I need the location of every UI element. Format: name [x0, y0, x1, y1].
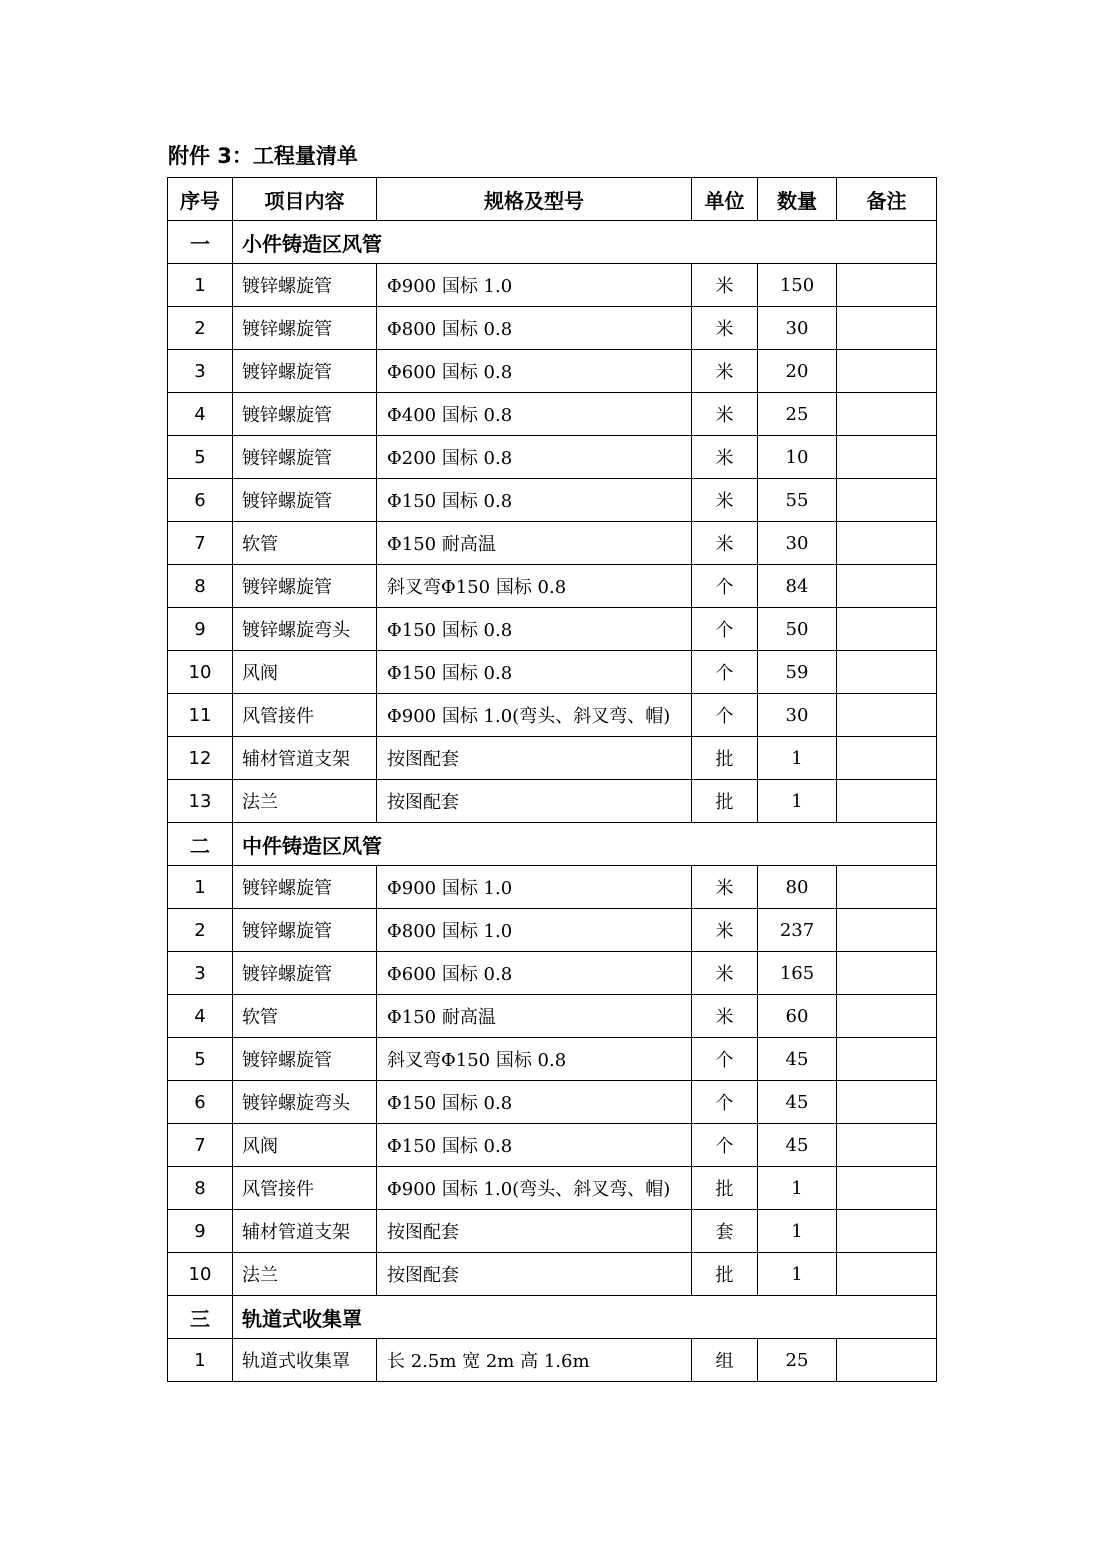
row-seq: 7: [168, 522, 233, 565]
row-seq: 8: [168, 1167, 233, 1210]
table-header-row: [168, 178, 937, 221]
row-spec: Φ400 国标 0.8: [377, 393, 692, 436]
row-item: 辅材管道支架: [233, 737, 377, 780]
row-unit: 个: [692, 1081, 758, 1124]
row-item: 轨道式收集罩: [233, 1339, 377, 1382]
row-seq: 8: [168, 565, 233, 608]
row-unit: 米: [692, 264, 758, 307]
row-qty: 30: [758, 694, 837, 737]
row-spec: Φ800 国标 1.0: [377, 909, 692, 952]
row-unit: 个: [692, 694, 758, 737]
row-note: [837, 479, 937, 522]
row-note: [837, 436, 937, 479]
row-qty: 1: [758, 780, 837, 823]
table-row: [168, 694, 937, 737]
row-spec: Φ600 国标 0.8: [377, 952, 692, 995]
row-spec: 斜叉弯Φ150 国标 0.8: [377, 565, 692, 608]
row-note: [837, 737, 937, 780]
row-seq: 4: [168, 995, 233, 1038]
row-qty: 59: [758, 651, 837, 694]
quantity-table: [167, 177, 937, 1382]
row-qty: 1: [758, 1167, 837, 1210]
table-row: [168, 737, 937, 780]
row-spec: Φ150 国标 0.8: [377, 651, 692, 694]
row-item: 镀锌螺旋管: [233, 952, 377, 995]
row-spec: 按图配套: [377, 780, 692, 823]
row-item: 法兰: [233, 1253, 377, 1296]
table-row: [168, 479, 937, 522]
section-title: 中件铸造区风管: [233, 823, 937, 866]
row-seq: 5: [168, 1038, 233, 1081]
row-qty: 150: [758, 264, 837, 307]
table-row: [168, 350, 937, 393]
row-note: [837, 952, 937, 995]
row-qty: 50: [758, 608, 837, 651]
row-item: 软管: [233, 522, 377, 565]
table-row: [168, 264, 937, 307]
row-item: 镀锌螺旋管: [233, 307, 377, 350]
row-note: [837, 1038, 937, 1081]
row-note: [837, 866, 937, 909]
row-seq: 9: [168, 1210, 233, 1253]
row-qty: 45: [758, 1038, 837, 1081]
row-seq: 3: [168, 350, 233, 393]
row-spec: Φ150 国标 0.8: [377, 479, 692, 522]
table-row: [168, 995, 937, 1038]
row-seq: 3: [168, 952, 233, 995]
row-spec: 按图配套: [377, 737, 692, 780]
table-row: [168, 393, 937, 436]
row-spec: Φ150 耐高温: [377, 995, 692, 1038]
row-note: [837, 1339, 937, 1382]
row-spec: Φ800 国标 0.8: [377, 307, 692, 350]
row-item: 镀锌螺旋管: [233, 565, 377, 608]
row-item: 镀锌螺旋管: [233, 436, 377, 479]
row-qty: 45: [758, 1081, 837, 1124]
row-unit: 个: [692, 1124, 758, 1167]
row-seq: 5: [168, 436, 233, 479]
table-row: [168, 909, 937, 952]
row-item: 风阀: [233, 651, 377, 694]
section-row: [168, 1296, 937, 1339]
row-seq: 1: [168, 1339, 233, 1382]
table-row: [168, 436, 937, 479]
row-qty: 237: [758, 909, 837, 952]
row-unit: 个: [692, 1038, 758, 1081]
header-item: 项目内容: [233, 178, 377, 221]
row-seq: 13: [168, 780, 233, 823]
row-seq: 1: [168, 866, 233, 909]
table-row: [168, 866, 937, 909]
row-note: [837, 608, 937, 651]
row-note: [837, 307, 937, 350]
row-item: 镀锌螺旋管: [233, 866, 377, 909]
row-seq: 11: [168, 694, 233, 737]
header-seq: 序号: [168, 178, 233, 221]
table-row: [168, 1167, 937, 1210]
table-row: [168, 1038, 937, 1081]
row-unit: 批: [692, 737, 758, 780]
row-seq: 2: [168, 307, 233, 350]
row-item: 辅材管道支架: [233, 1210, 377, 1253]
row-item: 镀锌螺旋管: [233, 479, 377, 522]
row-note: [837, 909, 937, 952]
row-item: 镀锌螺旋管: [233, 393, 377, 436]
table-row: [168, 1124, 937, 1167]
section-title: 轨道式收集罩: [233, 1296, 937, 1339]
row-seq: 6: [168, 479, 233, 522]
row-unit: 米: [692, 436, 758, 479]
row-qty: 20: [758, 350, 837, 393]
row-qty: 60: [758, 995, 837, 1038]
row-seq: 1: [168, 264, 233, 307]
row-unit: 米: [692, 952, 758, 995]
row-item: 镀锌螺旋管: [233, 350, 377, 393]
row-spec: Φ200 国标 0.8: [377, 436, 692, 479]
row-unit: 个: [692, 608, 758, 651]
table-row: [168, 952, 937, 995]
row-item: 镀锌螺旋管: [233, 909, 377, 952]
row-spec: Φ150 国标 0.8: [377, 1124, 692, 1167]
row-item: 法兰: [233, 780, 377, 823]
row-spec: 长 2.5m 宽 2m 高 1.6m: [377, 1339, 692, 1382]
row-note: [837, 350, 937, 393]
row-qty: 30: [758, 307, 837, 350]
row-spec: Φ900 国标 1.0(弯头、斜叉弯、帽): [377, 1167, 692, 1210]
row-seq: 4: [168, 393, 233, 436]
row-item: 风管接件: [233, 1167, 377, 1210]
row-unit: 米: [692, 307, 758, 350]
row-spec: Φ150 耐高温: [377, 522, 692, 565]
row-note: [837, 1124, 937, 1167]
row-note: [837, 522, 937, 565]
row-note: [837, 264, 937, 307]
row-spec: Φ900 国标 1.0: [377, 866, 692, 909]
section-number: 二: [168, 823, 233, 866]
table-row: [168, 651, 937, 694]
row-item: 镀锌螺旋管: [233, 1038, 377, 1081]
row-qty: 30: [758, 522, 837, 565]
row-qty: 1: [758, 1253, 837, 1296]
row-unit: 米: [692, 393, 758, 436]
table-row: [168, 1081, 937, 1124]
row-qty: 25: [758, 393, 837, 436]
document-title: 附件 3：工程量清单: [168, 144, 358, 168]
section-number: 一: [168, 221, 233, 264]
row-item: 风阀: [233, 1124, 377, 1167]
row-qty: 10: [758, 436, 837, 479]
row-note: [837, 1167, 937, 1210]
row-note: [837, 651, 937, 694]
row-qty: 1: [758, 1210, 837, 1253]
row-spec: Φ900 国标 1.0: [377, 264, 692, 307]
row-spec: Φ150 国标 0.8: [377, 1081, 692, 1124]
row-note: [837, 1253, 937, 1296]
row-item: 软管: [233, 995, 377, 1038]
row-note: [837, 694, 937, 737]
table-row: [168, 1339, 937, 1382]
row-spec: 按图配套: [377, 1253, 692, 1296]
section-number: 三: [168, 1296, 233, 1339]
table-body: [168, 221, 937, 1382]
row-unit: 个: [692, 565, 758, 608]
row-seq: 6: [168, 1081, 233, 1124]
row-qty: 45: [758, 1124, 837, 1167]
row-item: 风管接件: [233, 694, 377, 737]
header-note: 备注: [837, 178, 937, 221]
row-unit: 批: [692, 1253, 758, 1296]
header-qty: 数量: [758, 178, 837, 221]
table-row: [168, 780, 937, 823]
row-unit: 组: [692, 1339, 758, 1382]
row-seq: 9: [168, 608, 233, 651]
row-note: [837, 393, 937, 436]
table-row: [168, 565, 937, 608]
row-unit: 批: [692, 1167, 758, 1210]
row-unit: 套: [692, 1210, 758, 1253]
row-item: 镀锌螺旋弯头: [233, 1081, 377, 1124]
row-unit: 米: [692, 522, 758, 565]
row-unit: 米: [692, 350, 758, 393]
table-row: [168, 1210, 937, 1253]
row-unit: 个: [692, 651, 758, 694]
row-qty: 165: [758, 952, 837, 995]
row-seq: 10: [168, 1253, 233, 1296]
row-item: 镀锌螺旋管: [233, 264, 377, 307]
row-qty: 1: [758, 737, 837, 780]
table-row: [168, 522, 937, 565]
row-seq: 12: [168, 737, 233, 780]
row-note: [837, 1081, 937, 1124]
table-row: [168, 1253, 937, 1296]
section-row: [168, 823, 937, 866]
row-qty: 84: [758, 565, 837, 608]
section-row: [168, 221, 937, 264]
row-unit: 米: [692, 479, 758, 522]
row-note: [837, 1210, 937, 1253]
row-note: [837, 565, 937, 608]
row-unit: 米: [692, 866, 758, 909]
row-unit: 米: [692, 909, 758, 952]
row-spec: Φ900 国标 1.0(弯头、斜叉弯、帽): [377, 694, 692, 737]
header-unit: 单位: [692, 178, 758, 221]
row-unit: 批: [692, 780, 758, 823]
section-title: 小件铸造区风管: [233, 221, 937, 264]
row-seq: 2: [168, 909, 233, 952]
row-qty: 25: [758, 1339, 837, 1382]
row-qty: 55: [758, 479, 837, 522]
row-qty: 80: [758, 866, 837, 909]
row-seq: 10: [168, 651, 233, 694]
row-note: [837, 780, 937, 823]
row-note: [837, 995, 937, 1038]
row-seq: 7: [168, 1124, 233, 1167]
header-spec: 规格及型号: [377, 178, 692, 221]
row-item: 镀锌螺旋弯头: [233, 608, 377, 651]
row-spec: Φ600 国标 0.8: [377, 350, 692, 393]
row-spec: 按图配套: [377, 1210, 692, 1253]
row-spec: 斜叉弯Φ150 国标 0.8: [377, 1038, 692, 1081]
row-unit: 米: [692, 995, 758, 1038]
table-row: [168, 608, 937, 651]
row-spec: Φ150 国标 0.8: [377, 608, 692, 651]
table-row: [168, 307, 937, 350]
